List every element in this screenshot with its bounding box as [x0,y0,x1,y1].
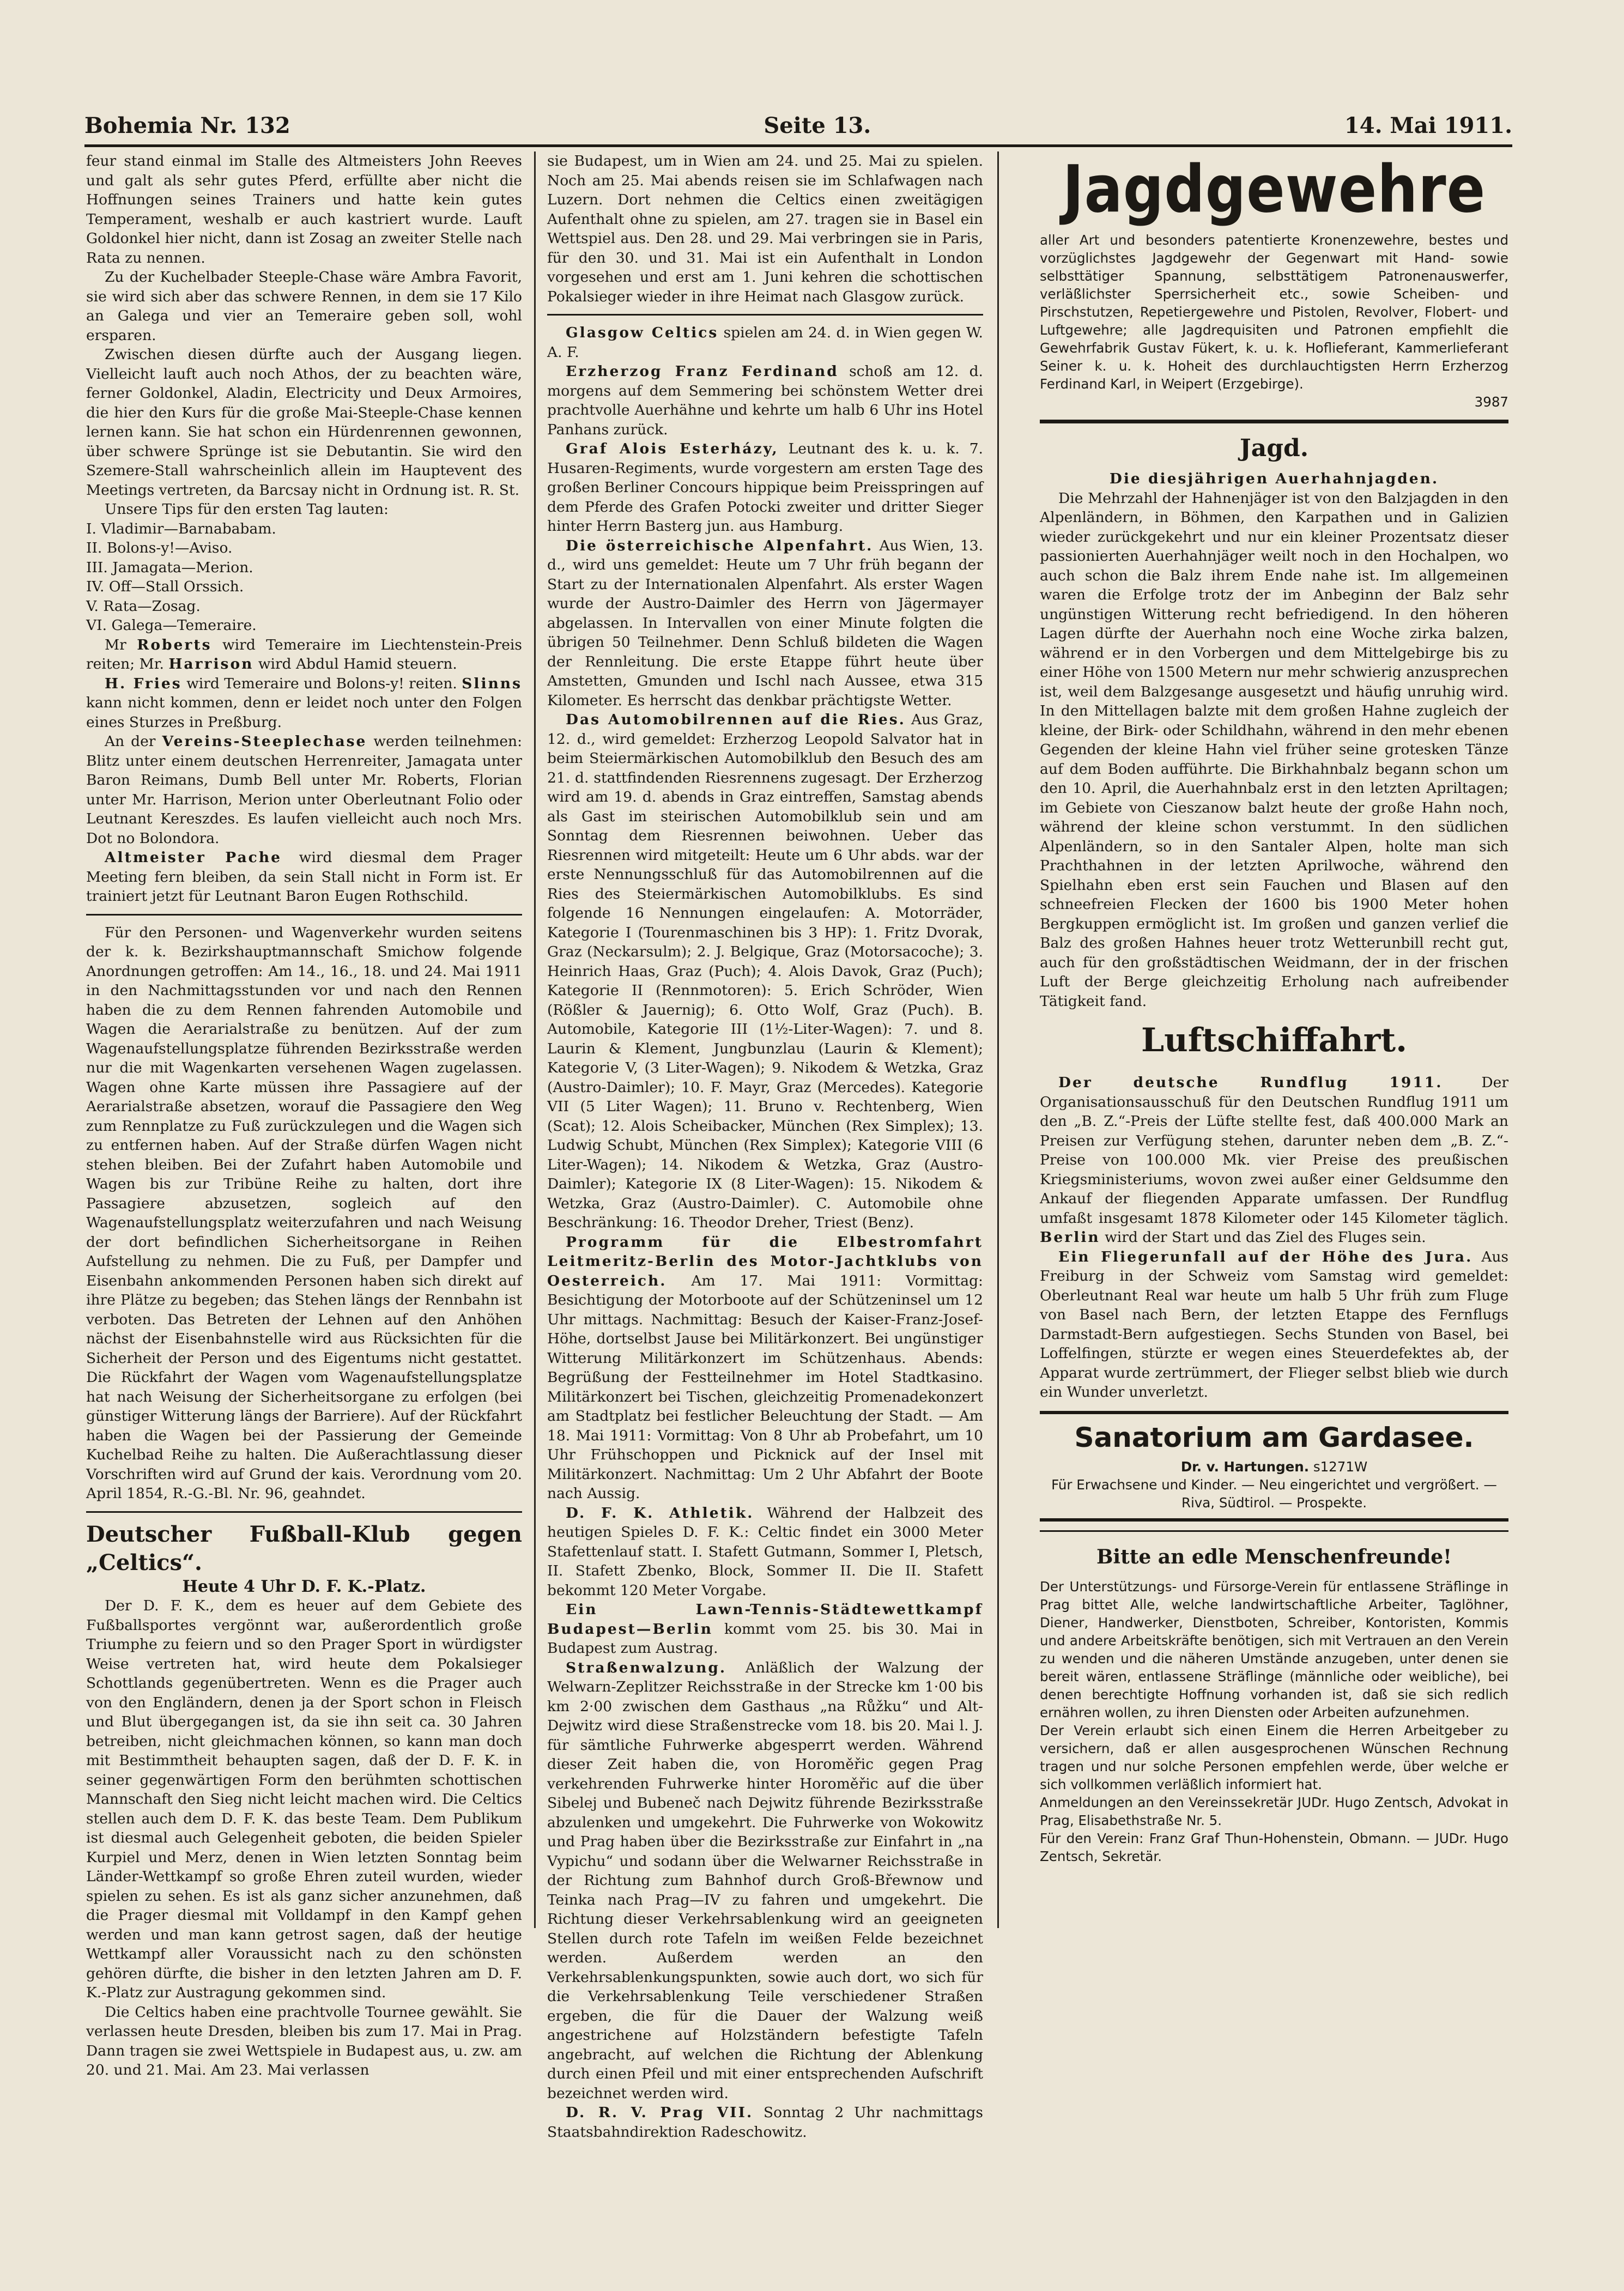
article-text: An der Vereins-Steeplechase werden teilnehmen: Blitz unter einem deutschen Herrenreiter, Jamagata unter Baron Reimans, Dumb Bell unter Mr. Roberts, Florian unter Mr. Harrison, Merion unter Oberleutnant Folio oder Leutnant Kereszdes. Es laufen vielleicht auch noch Mrs. Dot no Bolondora. [86,733,522,847]
subheadline-auerhahn: Die diesjährigen Auerhahnjagden. [1109,470,1439,487]
divider [1040,420,1508,423]
column-3 [1040,151,1508,1928]
article-text: Altmeister Pache wird diesmal dem Prager Meeting fern bleiben, da sein Stall nicht in Form ist. Er trainiert jetzt für Leutnant Baron Eugen Rothschild. [86,849,522,905]
section-title-luftschiffahrt: Luftschiffahrt. [1141,1021,1408,1059]
tip-line: IV. Off—Stall Orssich. [86,578,244,595]
article-text: Glasgow Celtics spielen am 24. d. in Wien gegen W. A. F. [547,324,983,361]
article-text: Der D. F. K., dem es heuer auf dem Gebiete des Fußballsportes vergönnt war, außerordentlich große Triumphe zu feiern und so den Prager Sport in würdigster Weise vertreten hat, wird heute dem Pokalsieger Schottlands gegenübertreten. Wenn es die Prager auch von den Engländern, denen ja der Sport schon in Fleisch und Blut übergegangen ist, da sie ihn seit ca. 30 Jahren betreiben, nicht gleichmachen können, so kann man doch mit Bestimmtheit behaupten sagen, daß der D. F. K. in seiner gegenwärtigen Form den berühmten schottischen Mannschaft den Sieg nicht leicht machen wird. Die Celtics stellen auch dem D. F. K. das beste Team. Dem Publikum ist diesmal auch Gelegenheit geboten, die beiden Spieler Kurpiel und Merz, denen in Wien letzten Sonntag beim Länder-Wettkampf so große Ehren zuteil wurden, wieder spielen zu sehen. Es ist als ganz sicher anzunehmen, daß die Prager diesmal mit Volldampf in den Kampf gehen werden und man kann getrost sagen, daß der heutige Wettkampf aller Voraussicht nach zu den schönsten gehören dürfte, die bisher in den letzten Jahren am D. F. K.-Platz zur Austragung gekommen sind. [86,1597,522,2001]
article-text: Straßenwalzung. Anläßlich der Walzung der Welwarn-Zeplitzer Reichsstraße in der Strecke km 1·00 bis km 2·00 zwischen dem Gasthaus „na Růžku“ und Alt-Dejwitz wird diese Straßenstrecke vom 18. bis 20. Mai l. J. für sämtliche Fuhrwerke abgesperrt werden. Während dieser Zeit haben die, von Horoměřic gegen Prag verkehrenden Fuhrwerke hinter Horoměřic auf die über Sibelej und Bubeneč nach Dejwitz führende Bezirksstraße abzulenken und umgekehrt. Die Fuhrwerke von Wokowitz und Prag haben über die Bezirksstraße zur Einfahrt in „na Vypichu“ und sodann über die Welwarner Reichsstraße in der Richtung zum Bahnhof durch Groß-Břewnow und Teinka nach Prag—IV zu fahren und umgekehrt. Die Richtung dieser Verkehrsablenkung wird an geeigneten Stellen durch rote Tafeln im weißen Felde bezeichnet werden. Außerdem werden an den Verkehrsablenkungspunkten, sowie auch dort, wo sich für die Verkehrsablenkung Teile verschiedener Straßen ergeben, die für die Dauer der Walzung weiß angestrichene auf Holzständern befestigte Tafeln angebracht, auf welchen die Richtung der Ablenkung durch einen Pfeil und mit einer entsprechenden Aufschrift bezeichnet werden wird. [547,1659,983,2102]
headline-fussball: Deutscher Fußball-Klub gegen „Celtics“. [86,1521,522,1575]
article-lead: Die österreichische Alpenfahrt. [566,537,874,554]
article-text: Das Automobilrennen auf die Ries. Aus Graz, 12. d., wird gemeldet: Erzherzog Leopold Salvator hat in beim Steiermärkischen Automobilklub den Besuch des am 21. d. stattfindenden Riesrennens zugesagt. Der Erzherzog wird am 19. d. abends in Graz eintreffen, Samstag abends als Gast im steirischen Automobilklub sein und am Sonntag dem Riesrennen beiwohnen. Ueber das Riesrennen wird mitgeteilt: Heute um 6 Uhr abds. war der erste Nennungsschluß für das Automobilrennen auf die Ries des Steiermärkischen Automobilklubs. Es sind folgende 16 Nennungen eingelaufen: A. Motorräder, Kategorie I (Tourenmaschinen bis 3 HP): 1. Fritz Dvorak, Graz (Neckarsulm); 2. J. Belgique, Graz (Motorsacoche); 3. Heinrich Haas, Graz (Puch); 4. Alois Davok, Graz (Puch); Kategorie II (Rennmotoren): 5. Erich Schröder, Wien (Rößler & Jauernig); 6. Otto Wolf, Graz (Puch). B. Automobile, Kategorie III (1½-Liter-Wagen): 7. und 8. Laurin & Klement, Jungbunzlau (Laurin & Klement); Kategorie V, (3 Liter-Wagen); 9. Nikodem & Wetzka, Graz (Austro-Daimler); 10. F. Mayr, Graz (Mercedes). Kategorie VII (5 Liter Wagen); 11. Bruno v. Rechtenberg, Wien (Scat); 12. Alois Scheibacker, München (Rex Simplex); 13. Ludwig Schubt, München (Rex Simplex); Kategorie VIII (6 Liter-Wagen); 14. Nikodem & Wetzka, Graz (Austro-Daimler); Kategorie IX (8 Liter-Wagen): 15. Nikodem & Wetzka, Graz (Austro-Daimler). C. Automobile ohne Beschränkung: 16. Theodor Dreher, Triest (Benz). [547,711,984,1231]
header-date: 14. Mai 1911. [1344,112,1512,138]
divider [86,914,522,916]
column-2 [547,151,984,2141]
article-text: Für den Personen- und Wagenverkehr wurden seitens der k. k. Bezirkshauptmannschaft Smichow folgende Anordnungen getroffen: Am 14., 16., 18. und 24. Mai 1911 in den Nachmittagsstunden vor und nach den Rennen haben die zu dem Rennen fahrenden Automobile und Wagen die Aerarialstraße zu benützen. Auf der zum Wagenaufstellungsplatze führenden Bezirksstraße werden nur die mit Wagenkarten versehenen Wagen zugelassen. Wagen ohne Karte müssen ihre Passagiere auf der Aerarialstraße absetzen, worauf die Passagiere den Weg zum Rennplatze zu Fuß zurückzulegen und die Wagen sich zu entfernen haben. Auf der Straße dürfen Wagen nicht stehen bleiben. Bei der Zufahrt haben Automobile und Wagen bis zur Tribüne Reihe zu halten, dort ihre Passagiere abzusetzen, sogleich auf den Wagenaufstellungsplatz weiterzufahren und nach Weisung der dort befindlichen Sicherheitsorgane in Reihen Aufstellung zu nehmen. Die zu Fuß, per Dampfer und Eisenbahn ankommenden Personen haben sich direkt auf ihre Plätze zu begeben; das Stehen längs der Rennbahn ist verboten. Das Betreten der Lehnen auf den Anhöhen nächst der Eisenbahnstelle wird aus Rücksichten für die Sicherheit der Person und des Eigentums nicht gestattet. Die Rückfahrt der Wagen vom Wagenaufstellungsplatze hat nach Weisung der Sicherheitsorgane zu erfolgen (bei günstiger Witterung längs der Barriere). Auf der Rückfahrt haben die Wagen bei der Passierung der Gemeinde Kuchelbad Reihe zu halten. Die Außerachtlassung dieser Vorschriften wird auf Grund der kais. Verordnung vom 20. April 1854, R.-G.-Bl. Nr. 96, geahndet. [86,924,522,1502]
appeal-text: Der Unterstützungs- und Fürsorge-Verein für entlassene Sträflinge in Prag bittet Alle, welche landwirtschaftliche Arbeiter, Taglöhner, Diener, Handwerker, Dienstboten, Schreiber, Kontoristen, Kommis und andere Arbeitskräfte benötigen, sich mit Vertrauen an den Verein zu wenden und die näheren Umstände anzugeben, unter denen sie bereit wären, entlassene Sträflinge (männliche oder weibliche), bei denen berechtigte Hoffnung vorhanden ist, daß sie sich redlich ernähren wollen, zu ihren Diensten oder Arbeiten aufzunehmen. [1040,1578,1508,1720]
appeal-signature: Für den Verein: Franz Graf Thun-Hohenstein, Obmann. — JUDr. Hugo Zentsch, Sekretär. [1040,1830,1508,1864]
headline-bitte: Bitte an edle Menschenfreunde! [1096,1545,1452,1568]
article-lead: Das Automobilrennen auf die Ries. [566,711,906,728]
race-name: Vereins-Steeplechase [162,733,367,750]
column-rule [997,151,999,1928]
article-lead: Erzherzog Franz Ferdinand [566,363,839,380]
jockey-name: H. Fries [105,675,182,692]
ad-text-sanatorium: Für Erwachsene und Kinder. — Neu eingerichtet und vergrößert. — Riva, Südtirol. — Prospekte. [1051,1476,1497,1511]
ad-sanatorium [1040,1411,1508,1522]
article-text: H. Fries wird Temeraire und Bolons-y! reiten. Slinns kann nicht kommen, denn er leidet noch unter den Folgen eines Sturzes in Preßburg. [86,675,522,731]
article-lead: Der deutsche Rundflug 1911. [1058,1074,1443,1091]
header-page-number: Seite 13. [763,112,871,138]
article-text: sie Budapest, um in Wien am 24. und 25. Mai zu spielen. Noch am 25. Mai abends reisen sie im Schlafwagen nach Luzern. Dort nehmen die Celtics einen zweitägigen Aufenthalt ohne zu spielen, am 27. tragen sie in Basel ein Wettspiel aus. Den 28. und 29. Mai verbringen sie in Paris, für den 30. und 31. Mai ist ein Aufenthalt in London vorgesehen und erst am 1. Juni kehren die schottischen Pokalsieger wieder in ihre Heimat nach Glasgow zurück. [547,153,983,305]
article-text: Erzherzog Franz Ferdinand schoß am 12. d. morgens auf dem Semmering bei schönstem Wetter drei prachtvolle Auerhähne und kehrte um halb 6 Uhr ins Hotel Panhans zurück. [547,363,983,438]
trainer-name: Altmeister Pache [105,849,282,866]
divider [547,314,983,316]
subheadline-fussball: Heute 4 Uhr D. F. K.-Platz. [182,1577,426,1596]
article-lead: D. R. V. Prag VII. [566,2104,754,2121]
tip-line: VI. Galega—Temeraire. [86,617,257,634]
tip-line: V. Rata—Zosag. [86,597,201,615]
city-name: Berlin [1040,1229,1100,1246]
divider [1040,1530,1508,1532]
divider [86,1511,522,1513]
article-text: Zwischen diesen dürfte auch der Ausgang liegen. Vielleicht lauft auch noch Athos, der zu beachten wäre, ferner Goldonkel, Aladin, Electricity und Deux Armoires, die hier den Kurs für die große Mai-Steeple-Chase kennen lernen kann. Sie hat schon ein Hürdenrennen gewonnen, über schwere Sprünge ist sie Debutantin. Sie wird den Szemere-Stall wahrscheinlich allein im Hauptevent des Meetings vertreten, da Barcsay nicht in Ordnung ist. R. St. [86,346,522,499]
article-lead: Ein Fliegerunfall auf der Höhe des Jura. [1058,1248,1473,1265]
article-text: feur stand einmal im Stalle des Altmeisters John Reeves und galt als sehr gutes Pferd, erfüllte aber nicht die Hoffnungen seines Trainers und hatte kein gutes Temperament, weshalb er auch kastriert wurde. Lauft Goldonkel hier nicht, dann ist Zosag an zweiter Stelle nach Rata zu nennen. [86,153,522,266]
article-lead: Ein Lawn-Tennis-Städtewettkampf Budapest—Berlin [547,1601,983,1638]
ad-code: 3987 [1474,394,1508,410]
jockey-name: Slinns [462,675,522,692]
article-text: Die österreichische Alpenfahrt. Aus Wien, 13. d., wird uns gemeldet: Heute um 7 Uhr früh begann der Start zu der Internationalen Alpenfahrt. Als erster Wagen wurde der Austro-Daimler des Herrn von Jägermayer abgelassen. In Intervallen von einer Minute folgten die übrigen 50 Teilnehmer. Denn Schluß bildeten die Wagen der Rennleitung. Die erste Etappe führt heute über Amstetten, Gmunden und Ischl nach Aussee, etwa 315 Kilometer. Es herrscht das denkbar prächtigste Wetter. [547,537,983,709]
article-text: Der deutsche Rundflug 1911. Der Organisationsausschuß für den Deutschen Rundflug 1911 um den „B. Z.“-Preis der Lüfte stellte fest, daß 400.000 Mark an Preisen zur Verfügung stehen, darunter neben dem „B. Z.“-Preise von 100.000 Mk. vier Preise des preußischen Kriegsministeriums, wovon zwei außer einer Geldsumme den Ankauf der fliegenden Apparate umfassen. Der Rundflug umfaßt insgesamt 1878 Kilometer oder 145 Kilometer täglich. Berlin wird der Start und das Ziel des Fluges sein. [1040,1074,1508,1246]
article-text: D. R. V. Prag VII. Sonntag 2 Uhr nachmittags Staatsbahndirektion Radeschowitz. [547,2104,983,2141]
article-lead: Graf Alois Esterházy, [566,440,779,457]
tip-line: I. Vladimir—Barnababam. [86,520,276,537]
article-text: Ein Lawn-Tennis-Städtewettkampf Budapest—Berlin kommt vom 25. bis 30. Mai in Budapest zum Austrag. [547,1601,983,1657]
ad-doctor: Dr. v. Hartungen. [1180,1458,1310,1475]
article-text: Mr Roberts wird Temeraire im Liechtenstein-Preis reiten; Mr. Harrison wird Abdul Hamid steuern. [86,636,522,672]
article-text: D. F. K. Athletik. Während der Halbzeit des heutigen Spieles D. F. K.: Celtic findet ein 3000 Meter Stafettenlauf statt. I. Stafett Gutmann, Sommer I, Pletsch, II. Stafett Zbenko, Block, Sommer II. Die II. Stafett bekommt 120 Meter Vorgabe. [547,1504,983,1599]
ad-text-jagdgewehre: aller Art und besonders patentierte Kronenzewehre, bestes und vorzüglichstes Jagdgewehr der Gegenwart mit Hand- sowie selbsttätiger Spannung, selbsttätigem Patronenauswerfer, verläßlichster Sperrsicherheit etc., sowie Scheiben- und Pirschstutzen, Repetiergewehre und Pistolen, Revolver, Flobert- und Luftgewehre; alle Jagdrequisiten und Patronen empfiehlt die Gewehrfabrik Gustav Fükert, k. u. k. Hoflieferant, Kammerlieferant Seiner k. u. k. Hoheit des durchlauchtigsten Herrn Erzherzog Ferdinand Karl, in Weipert (Erzgebirge). [1040,232,1508,392]
article-lead: Straßenwalzung. [566,1659,727,1676]
article-lead: Programm für die Elbestromfahrt Leitmeritz-Berlin des Motor-Jachtklubs von Oesterreich. [547,1233,983,1289]
article-text: Ein Fliegerunfall auf der Höhe des Jura. Aus Freiburg in der Schweiz vom Samstag wird gemeldet: Oberleutnant Real war heute um halb 5 Uhr früh zum Fluge von Basel nach Bern, der letzten Etappe des Fernflugs Darmstadt-Bern aufgestiegen. Sechs Stunden von Basel, bei Loffelfingen, stürzte er wegen eines Steuerdefektes ab, der Apparat wurde zertrümmert, der Flieger selbst blieb wie durch ein Wunder unverletzt. [1040,1248,1508,1401]
jockey-name: Harrison [168,656,254,672]
article-text: Die Celtics haben eine prachtvolle Tournee gewählt. Sie verlassen heute Dresden, bleiben bis zum 17. Mai in Prag. Dann tragen sie zwei Wettspiele in Budapest aus, u. zw. am 20. und 21. Mai. Am 23. Mai verlassen [86,2003,522,2078]
tip-line: II. Bolons-y!—Aviso. [86,540,233,556]
ad-code: s1271W [1313,1458,1368,1475]
article-text: Graf Alois Esterházy, Leutnant des k. u. k. 7. Husaren-Regiments, wurde vorgestern am ersten Tage des großen Berliner Concours hippique beim Preisspringen auf dem Pferde des Grafen Potocki zweiter und dritter Sieger hinter Herrn Basterg jun. aus Hamburg. [547,440,983,535]
appeal-text: Anmeldungen an den Vereinssekretär JUDr. Hugo Zentsch, Advokat in Prag, Elisabethstraße Nr. 5. [1040,1794,1508,1828]
section-title-jagd: Jagd. [1239,434,1309,462]
ad-title-sanatorium: Sanatorium am Gardasee. [1074,1421,1474,1453]
column-1 [86,151,522,2078]
article-text: Programm für die Elbestromfahrt Leitmeritz-Berlin des Motor-Jachtklubs von Oesterreich. Am 17. Mai 1911: Vormittag: Besichtigung der Motorboote auf der Schützeninsel um 12 Uhr mittags. Nachmittag: Besuch der Kaiser-Franz-Josef-Höhe, dortselbst Jause bei Militärkonzert. Bei ungünstiger Witterung Militärkonzert im Schützenhaus. Abends: Begrüßung der Festteilnehmer im Hotel Stadtkasino. Militärkonzert bei Tischen, gleichzeitig Promenadekonzert am Stadtplatz bei festlicher Beleuchtung der Stadt. — Am 18. Mai 1911: Vormittag: Von 8 Uhr ab Probefahrt, um 10 Uhr Frühschoppen und Picknick auf der Insel mit Militärkonzert. Nachmittag: Um 2 Uhr Abfahrt der Boote nach Aussig. [547,1233,983,1502]
column-rule [534,151,536,1928]
page-header [84,106,1512,147]
header-publication: Bohemia Nr. 132 [84,112,290,138]
article-text: Zu der Kuchelbader Steeple-Chase wäre Ambra Favorit, sie wird sich aber das schwere Rennen, in dem sie 17 Kilo an Galega und vier an Temeraire geben soll, wohl ersparen. [86,269,522,344]
tip-line: III. Jamagata—Merion. [86,559,253,576]
appeal-text: Der Verein erlaubt sich einen Einem die Herren Arbeitgeber zu versichern, daß er allen ausgesprochenen Wünschen Rechnung tragen und nur solche Personen empfehlen werde, über welche er sich vollkommen verläßlich informiert hat. [1040,1722,1508,1792]
jockey-name: Roberts [137,636,212,653]
article-lead: D. F. K. Athletik. [566,1504,754,1522]
ad-title-jagdgewehre: Jagdgewehre [1062,150,1486,228]
article-lead: Glasgow Celtics [566,324,719,341]
article-text: Die Mehrzahl der Hahnenjäger ist von den Balzjagden in den Alpenländern, in Böhmen, den Karpathen und in Galizien wieder zurückgekehrt und nur ein kleiner Prozentsatz dieser passionierten Auerhahnjäger weilt noch in den Hochalpen, wo auch schon die Balz ihrem Ende nahe ist. Im allgemeinen waren die Erfolge trotz der im Anbeginn der Balz sehr ungünstigen Witterung recht befriedigend. In den höheren Lagen dürfte der Auerhahn noch eine Woche zirka balzen, während er in den Vorbergen und dem Mittelgebirge bis zu einer Höhe von 1500 Metern nur mehr schwierig anzusprechen ist, weil dem Balzgesange ausgesetzt und häufig unruhig wird. In den Mittellagen balzte mit dem großen Hahne zugleich der kleine, der Birk- oder Schildhahn, während in den mehr ebenen Gegenden der kleine Hahn viel früher seine grotesken Tänze auf dem Boden aufführte. Die Birkhahnbalz begann schon um den 10. April, die Auerhahnbalz erst in den letzten Apriltagen; im Gebiete von Cieszanow balzt heute der große Hahn noch, während der kleine schon verstummt. In den südlichen Alpenländern, so in den Santaler Alpen, holte man sich Prachthahnen in der letzten Aprilwoche, während den Spielhahn eben erst sein Fauchen und Blasen auf den schneefreien Flecken der 1600 bis 1900 Meter hohen Bergkuppen ermöglicht ist. Im großen und ganzen verlief die Balz des großen Hahnes heuer trotz Wetterunbill recht gut, auch für den großstädtischen Weidmann, der in der frischen Luft der Berge gleichzeitig Erholung nach aufreibender Tätigkeit fand. [1040,489,1508,1010]
tips-intro: Unsere Tips für den ersten Tag lauten: [105,501,389,518]
